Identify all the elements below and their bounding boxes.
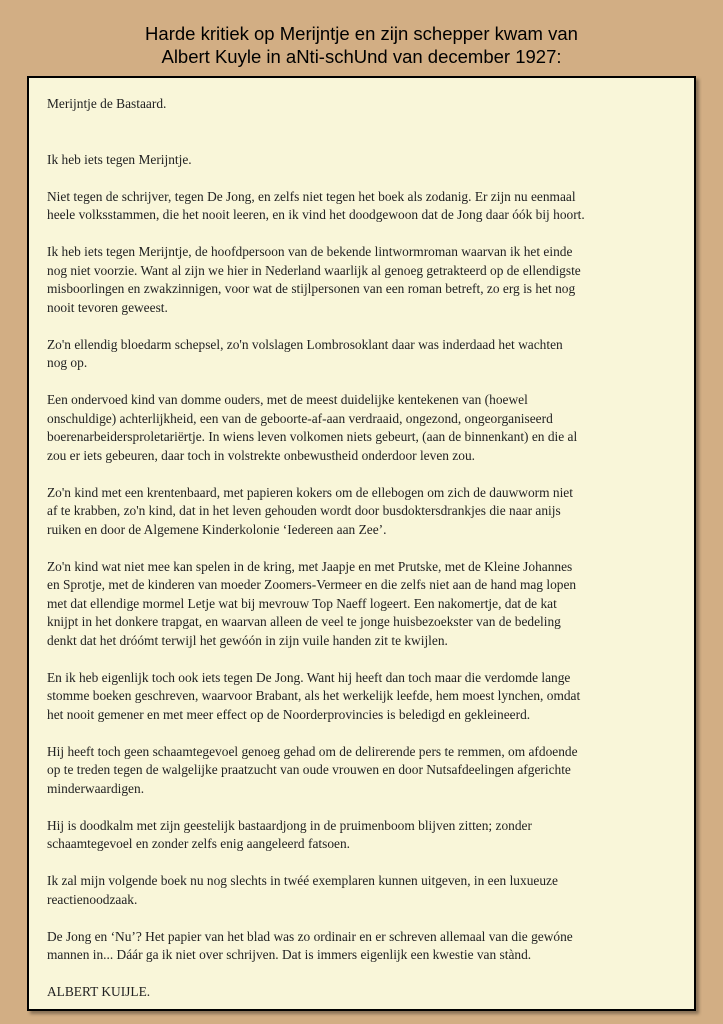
article-paragraph [47,336,683,373]
paragraph-line: en Sprotje, met de kinderen van moeder Zoomers-Vermeer en die zelfs niet aan de hand mag lopen [47,577,577,592]
article-paragraph [47,817,683,854]
paragraph-line: Ik zal mijn volgende boek nu nog slechts in twéé exemplaren kunnen uitgeven, in een luxueuze [47,873,558,888]
paragraph-line: ruiken en door de Algemene Kinderkolonie ‘Iedereen aan Zee’. [47,521,387,537]
paragraph-line: nooit tevoren geweest. [47,299,168,315]
paragraph-line: Hij heeft toch geen schaamtegevoel genoeg gehad om de delirerende pers te remmen, om afdoende [47,743,578,759]
paragraph-line: knijpt in het donkere trapgat, en waarvan alleen de veel te jonge huisbezoekster van de bedeling [47,614,561,629]
paragraph-line: reactienoodzaak. [47,891,138,907]
article-paragraph [47,743,683,799]
article-paragraph [47,928,683,965]
paragraph-line: boerenarbeidersproletariërtje. In wiens leven volkomen niets gebeurt, (aan de binnenkant) en die al [47,429,578,444]
paragraph-line: op te treden tegen de walgelijke praatzucht van oude vrouwen en door Nutsafdeelingen afgerichte [47,762,571,777]
article-paragraph [47,669,683,725]
paragraph-line: mannen in... Dáár ga ik niet over schrijven. Dat is immers eigenlijk een kwestie van stànd. [47,947,532,962]
paragraph-line: Zo'n kind wat niet mee kan spelen in de kring, met Jaapje en met Prutske, met de Kleine Johannes [47,558,573,574]
article-paragraph [47,188,683,225]
paragraph-line: nog op. [47,355,88,370]
paragraph-line: zou er iets gebeuren, daar toch in volstrekte onbewustheid onderdoor leven zou. [47,447,475,463]
paragraph-line: schaamtegevoel en zonder zelfs enig aangeleerd fatsoen. [47,836,350,851]
article-signature: ALBERT KUIJLE. [47,984,151,999]
paragraph-line: met dat ellendige mormel Letje wat bij mevrouw Top Naeff logeert. Een nakomertje, dat de kat [47,595,557,611]
article-panel [27,76,696,1011]
article-body [47,95,683,1020]
paragraph-line: Niet tegen de schrijver, tegen De Jong, en zelfs niet tegen het boek als zodanig. Er zijn nu eenmaal [47,188,576,204]
paragraph-line: af te krabben, zo'n kind, dat in het leven gehouden wordt door busdoktersdrankjes die naar anijs [47,503,561,518]
article-paragraph [47,151,683,170]
article-paragraph [47,243,683,317]
paragraph-line: minderwaardigen. [47,780,145,796]
paragraph-line: De Jong en ‘Nu’? Het papier van het blad was zo ordinair en er schreven allemaal van die gewóne [47,928,573,944]
article-title: Merijntje de Bastaard. [47,96,167,111]
paragraph-line: het nooit gemener en met meer effect op de Noorderprovincies is beledigd en gekleineerd. [47,706,531,722]
paragraph-line: Zo'n kind met een krentenbaard, met papieren kokers om de ellebogen om zich de dauwworm niet [47,484,573,500]
paragraph-line: Ik heb iets tegen Merijntje. [47,151,192,167]
article-paragraph [47,391,683,465]
paragraph-line: denkt dat het dróómt terwijl het gewóón in zijn vuile handen zit te kwijlen. [47,632,448,648]
header-line-1: Harde kritiek op Merijntje en zijn schepper kwam van [145,23,578,44]
article-paragraph [47,872,683,909]
paragraph-line: Ik heb iets tegen Merijntje, de hoofdpersoon van de bekende lintwormroman waarvan ik het einde [47,244,573,259]
paragraph-line: misboorlingen en zwakzinnigen, voor wat de stijlpersonen van een roman betreft, zo erg is het nog [47,281,576,296]
paragraph-line: Hij is doodkalm met zijn geestelijk bastaardjong in de pruimenboom blijven zitten; zonder [47,817,532,833]
paragraph-line: stomme boeken geschreven, waarvoor Brabant, als het werkelijk leefde, hem moest lynchen, omdat [47,688,581,703]
page-header [0,22,723,68]
paragraph-line: nog niet voorzie. Want al zijn we hier in Nederland waarlijk al genoeg getrakteerd op de ellendigste [47,262,581,278]
paragraph-line: onschuldige) achterlijkheid, een van de geboorte-af-aan verdraaid, ongezond, ongeorganiseerd [47,410,553,426]
paragraph-line: En ik heb eigenlijk toch ook iets tegen De Jong. Want hij heeft dan toch maar die verdomde lange [47,669,571,685]
header-line-2: Albert Kuyle in aNti-schUnd van december 1927: [161,46,562,67]
article-paragraph [47,558,683,651]
paragraph-line: Zo'n ellendig bloedarm schepsel, zo'n volslagen Lombrosoklant daar was inderdaad het wachten [47,336,563,352]
paragraph-line: Een ondervoed kind van domme ouders, met de meest duidelijke kentekenen van (hoewel [47,392,528,407]
paragraph-line: heele volksstammen, die het nooit leeren, en ik vind het doodgewoon dat de Jong daar óók bij hoort. [47,207,585,222]
article-paragraphs [47,151,683,965]
article-paragraph [47,484,683,540]
